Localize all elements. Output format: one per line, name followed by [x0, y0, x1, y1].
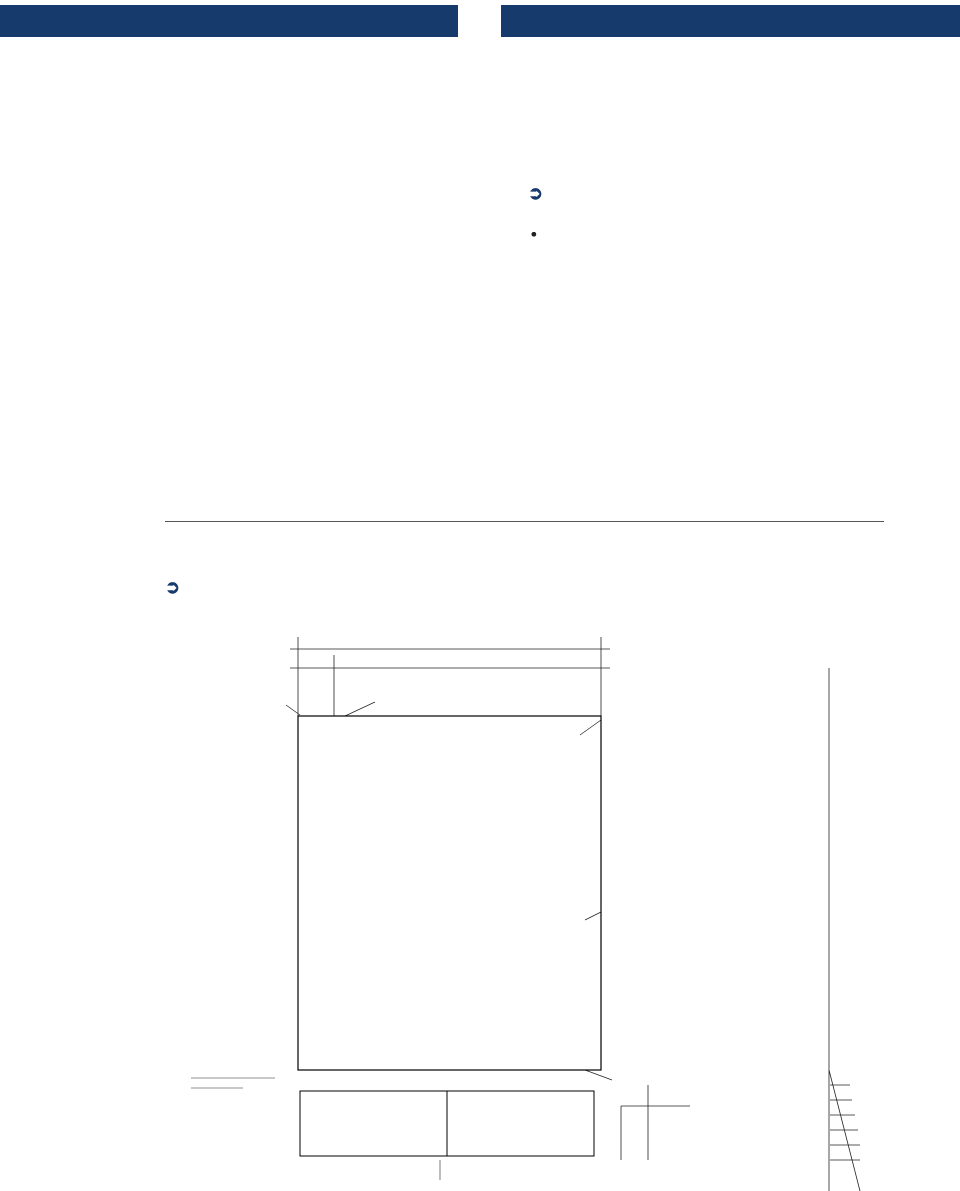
arrow-right-icon: ➲	[165, 577, 181, 597]
arrow-right-icon: ➲	[528, 183, 544, 203]
tactile-sign-left	[300, 1091, 447, 1156]
main-sign-frame	[298, 716, 601, 1070]
leader-lines	[286, 702, 612, 1080]
dimension-lines	[290, 637, 610, 716]
side-view	[621, 668, 860, 1191]
tactile-sign-right	[447, 1091, 594, 1156]
